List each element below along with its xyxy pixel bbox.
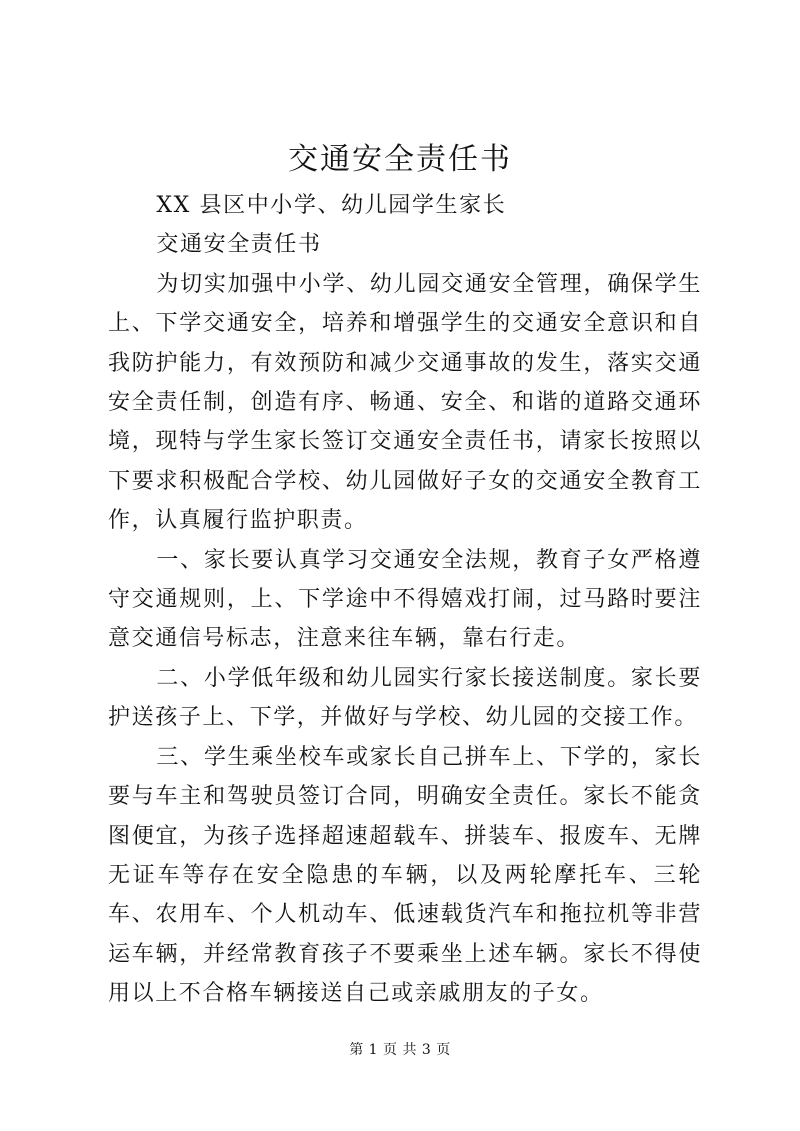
clause-three-paragraph: 三、学生乘坐校车或家长自己拼车上、下学的，家长要与车主和驾驶员签订合同，明确安全责任。家长不能贪图便宜，为孩子选择超速超载车、拼装车、报废车、无牌无证车等存在安全隐患的车辆，以及两轮摩托车、三轮车、农用车、个人机动车、低速载货汽车和拖拉机等非营运车辆，并经常教育孩子不要乘坐上述车辆。家长不得使用以上不合格车辆接送自己或亲戚朋友的子女。 xyxy=(108,744,702,1007)
recipient-line: XX 县区中小学、幼儿园学生家长 xyxy=(156,193,507,218)
page-footer: 第 1 页 共 3 页 xyxy=(349,1042,451,1058)
document-body xyxy=(108,186,702,1014)
document-title: 交通安全责任书 xyxy=(288,142,512,177)
subtitle-line: 交通安全责任书 xyxy=(156,232,322,258)
intro-paragraph: 为切实加强中小学、幼儿园交通安全管理，确保学生上、下学交通安全，培养和增强学生的交通安全意识和自我防护能力，有效预防和减少交通事故的发生，落实交通安全责任制，创造有序、畅通、安全、和谐的道路交通环境，现特与学生家长签订交通安全责任书，请家长按照以下要求积极配合学校、幼儿园做好子女的交通安全教育工作，认真履行监护职责。 xyxy=(108,271,702,534)
clause-two-paragraph: 二、小学低年级和幼儿园实行家长接送制度。家长要护送孩子上、下学，并做好与学校、幼儿园的交接工作。 xyxy=(108,665,702,731)
clause-one-paragraph: 一、家长要认真学习交通安全法规，教育子女严格遵守交通规则，上、下学途中不得嬉戏打闹，过马路时要注意交通信号标志，注意来往车辆，靠右行走。 xyxy=(108,547,702,652)
